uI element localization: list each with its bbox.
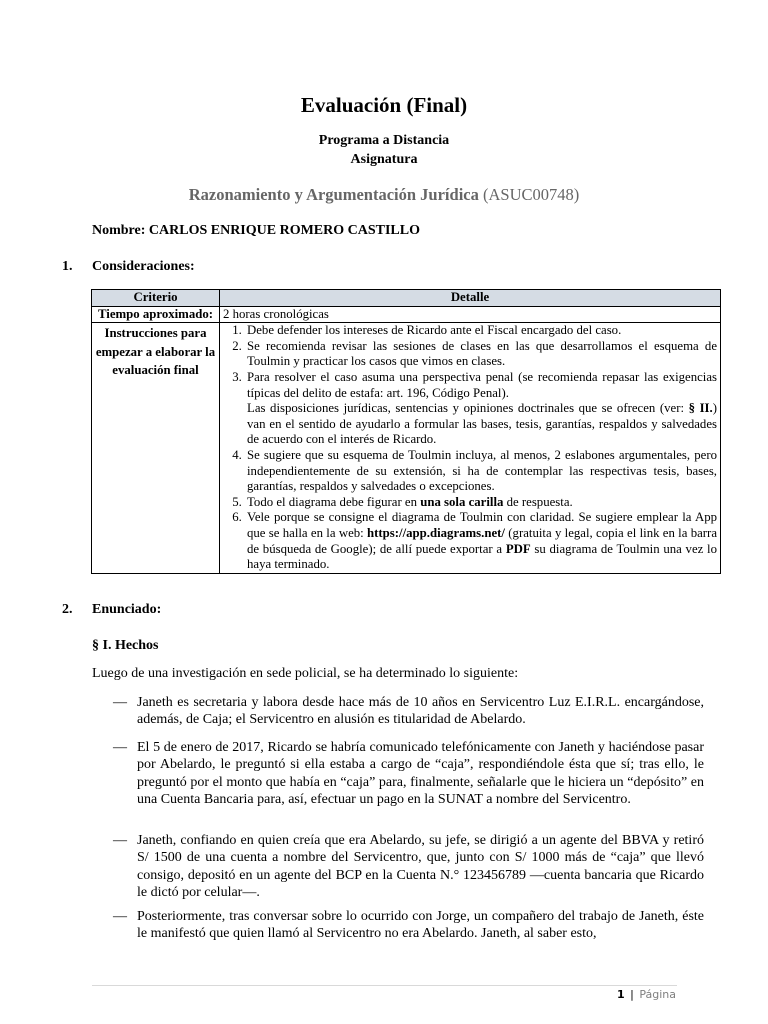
footer-separator: | xyxy=(630,988,634,1001)
section-title: Enunciado: xyxy=(92,602,162,617)
list-item-text: su diagrama de Toulmin una vez lo haya terminado. xyxy=(247,541,717,572)
table-row xyxy=(92,306,721,323)
table-header-row xyxy=(92,290,721,307)
fact-item xyxy=(113,908,704,943)
student-name: Nombre: CARLOS ENRIQUE ROMERO CASTILLO xyxy=(92,223,420,238)
program-label: Programa a Distancia xyxy=(318,133,450,148)
dash-marker: — xyxy=(113,909,127,924)
list-item: 1. Debe defender los intereses de Ricardo ante el Fiscal encargado del caso. xyxy=(245,323,717,339)
list-item xyxy=(245,510,717,572)
section-title: Consideraciones: xyxy=(92,259,195,274)
facts-heading: § I. Hechos xyxy=(92,638,159,653)
pdf-label: PDF xyxy=(505,541,531,556)
section-reference: § II. xyxy=(688,401,713,416)
list-item-text: de respuesta. xyxy=(503,494,573,509)
list-item-text: Para resolver el caso asuma una perspectiva penal (se recomienda repasar las exigencias típicas del delito de estafa: art. 196, Código Penal). xyxy=(247,369,717,400)
page-number: 1 xyxy=(616,988,625,1001)
course-code: (ASUC00748) xyxy=(482,185,580,204)
document-title: Evaluación (Final) xyxy=(300,93,468,117)
list-item-text: Vele porque se consigne el diagrama de Toulmin con claridad. Se sugiere emplear la App que se halla en la web: xyxy=(247,510,717,540)
list-item: 2. Se recomienda revisar las sesiones de clases en las que desarrollamos el esquema de Toulmin y practicar los casos que vimos en clases. xyxy=(245,339,717,370)
section-number: 2. xyxy=(62,602,73,617)
section-1-heading xyxy=(62,259,195,275)
considerations-table xyxy=(91,289,721,574)
course-name: Razonamiento y Argumentación Jurídica xyxy=(188,185,479,204)
list-item-text: Todo el diagrama debe figurar en xyxy=(247,494,421,509)
list-item xyxy=(245,370,717,448)
table-header-criterio: Criterio xyxy=(92,290,220,307)
fact-text: Janeth, confiando en quien creía que era Abelardo, su jefe, se dirigió a un agente del BBVA y retiró S/ 1500 de una cuenta a nombre del Servicentro, que, junto con S/ 1000 más de “caja” que llevó consigo, depositó en un agente del BCP en la Cuenta N.° 123456789 —cuenta bancaria que Ricardo le dictó por celular—. xyxy=(137,833,704,900)
dash-marker: — xyxy=(113,833,127,848)
footer-divider xyxy=(92,985,677,986)
page-footer xyxy=(617,988,676,1001)
diagrams-url: https://app.diagrams.net/ xyxy=(367,525,505,540)
list-item-text: Las disposiciones jurídicas, sentencias y opiniones doctrinales que se ofrecen (ver: xyxy=(247,401,689,416)
table-header-detalle: Detalle xyxy=(220,290,721,307)
dash-marker: — xyxy=(113,740,127,755)
fact-text: Janeth es secretaria y labora desde hace más de 10 años en Servicentro Luz E.I.R.L. encargándose, además, de Caja; el Servicentro en alusión es titularidad de Abelardo. xyxy=(137,695,704,728)
list-item-text: (gratuita y legal, copia el link en la barra de búsqueda de Google); de allí puede exportar a xyxy=(247,525,717,556)
section-number: 1. xyxy=(62,259,73,274)
list-item xyxy=(245,495,717,511)
course-title xyxy=(0,185,768,205)
fact-text: Posteriormente, tras conversar sobre lo ocurrido con Jorge, un compañero del trabajo de Janeth, éste le manifestó que quien llamó al Servicentro no era Abelardo. Janeth, al saber esto, xyxy=(137,909,704,942)
section-2-heading xyxy=(62,602,161,618)
fact-item xyxy=(113,832,704,901)
list-item: 4. Se sugiere que su esquema de Toulmin incluya, al menos, 2 eslabones argumentales, pero independientemente de su extensión, si ha de contemplar las respectivas tesis, bases, garantías, respaldos y salvedades o excepciones. xyxy=(245,448,717,495)
dash-marker: — xyxy=(113,695,127,710)
fact-text: El 5 de enero de 2017, Ricardo se habría comunicado telefónicamente con Janeth y haciéndose pasar por Abelardo, le preguntó si ella estaba a cargo de “caja”, respondiéndole ésta que sí; tras ello, le preguntó por el monto que había en “caja” para, finalmente, señalarle que le hiciera un “depósito” en una Cuenta Bancaria para, así, efectuar un pago en la SUNAT a nombre del Servicentro. xyxy=(137,740,704,807)
criterion-cell: Tiempo aproximado: xyxy=(92,306,220,323)
criterion-cell: Instrucciones para empezar a elaborar la evaluación final xyxy=(92,323,220,574)
detail-cell xyxy=(220,323,721,574)
fact-item xyxy=(113,694,704,729)
detail-cell: 2 horas cronológicas xyxy=(220,306,721,323)
subject-label: Asignatura xyxy=(350,152,418,167)
instruction-list xyxy=(223,323,717,573)
page-label: Página xyxy=(639,988,676,1001)
list-item-text: ) van en el sentido de ayudarlo a formular las bases, tesis, garantías, respaldos y salvedades de acuerdo con el interés de Ricardo. xyxy=(247,401,717,447)
fact-item xyxy=(113,739,704,808)
emphasis-text: una sola carilla xyxy=(420,494,504,509)
table-row xyxy=(92,323,721,574)
facts-intro: Luego de una investigación en sede policial, se ha determinado lo siguiente: xyxy=(92,666,519,681)
